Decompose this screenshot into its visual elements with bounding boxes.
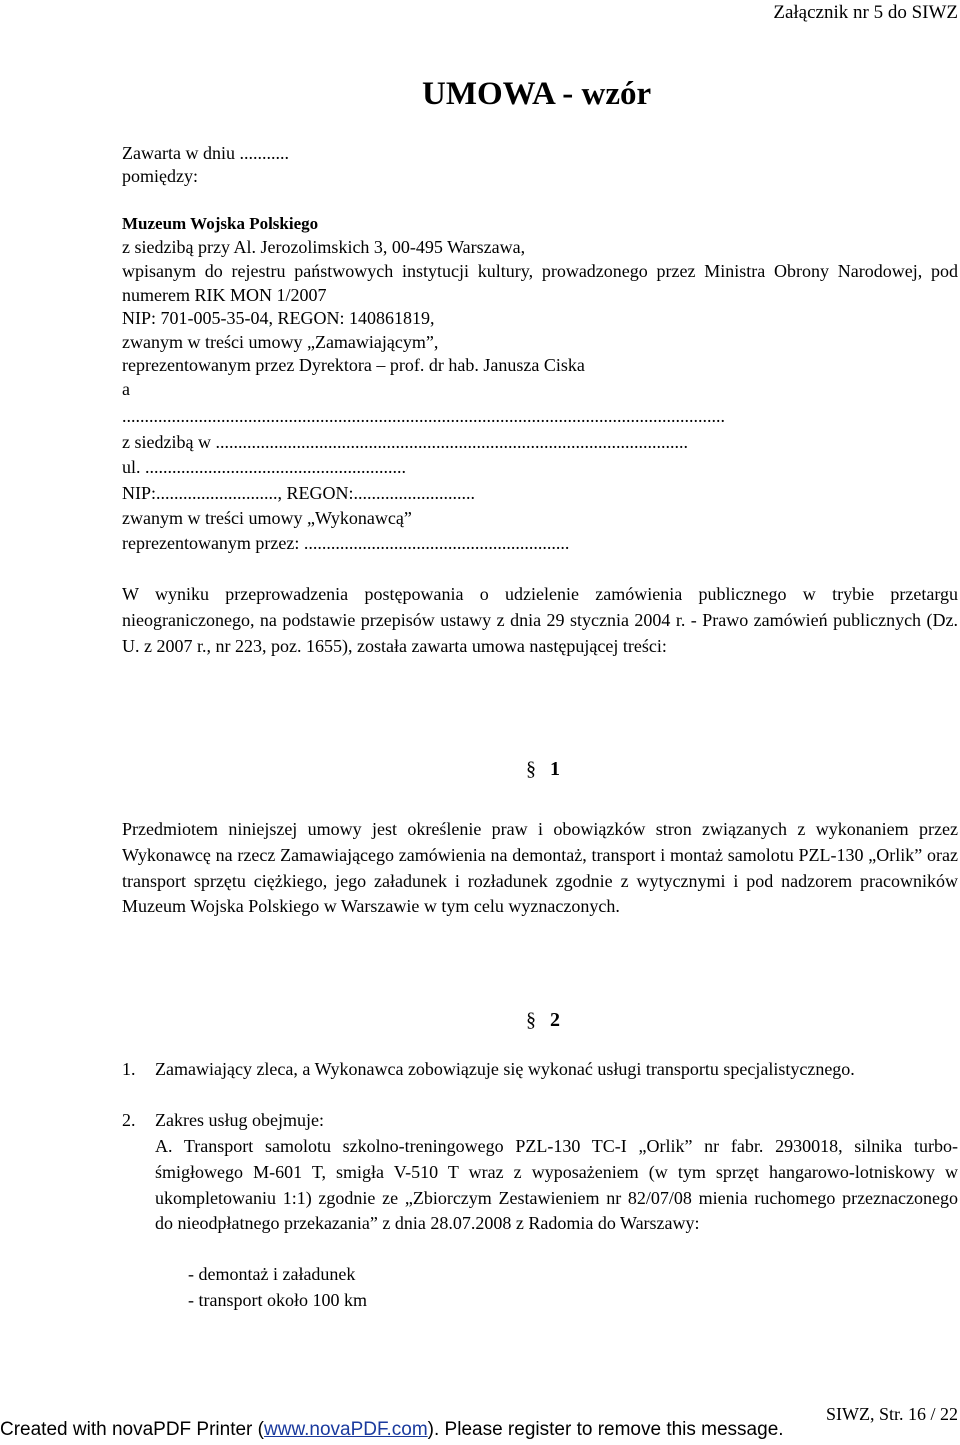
preamble: W wyniku przeprowadzenia postępowania o udzielenie zamówienia publicznego w trybie przetargu nieograniczonego, na podstawie przepisów ustawy z dnia 29 stycznia 2004 r. - Prawo zamówień publicznych (Dz. U. z 2007 r., nr 223, poz. 1655), została zawarta umowa następującej treści: [122,584,958,656]
section-sign: § [526,1009,536,1031]
section1-text: Przedmiotem niniejszej umowy jest określenie praw i obowiązków stron związanych z wykonaniem przez Wykonawcę na rzecz Zamawiającego zamówienia na demontaż, transport i montaż samolotu PZL-130 „Orlik” oraz transport sprzętu ciężkiego, jego załadunek i rozładunek zgodnie z wytycznymi i pod nadzorem pracowników Muzeum Wojska Polskiego w Warszawie w tym celu wyznaczonych. [122,819,958,917]
date-line: Zawarta w dniu ........... [122,143,289,163]
party2-called: zwanym w treści umowy „Wykonawcą” [122,508,412,528]
novapdf-link[interactable]: www.novaPDF.com [264,1419,428,1440]
section1-number: 1 [550,758,560,780]
item2-text: Zakres usług obejmuje: [155,1110,324,1130]
novapdf-notice [0,1419,784,1441]
party1-register: wpisanym do rejestru państwowych instytucji kultury, prowadzonego przez Ministra Obrony Narodowej, pod numerem RIK MON 1/2007 [122,261,958,305]
party2-ids: NIP:..........................., REGON:........................... [122,483,476,503]
section2-heading [526,1009,560,1032]
party2-seat: z siedzibą w ......................................................................................................... [122,432,688,452]
party1-ids: NIP: 701-005-35-04, REGON: 140861819, [122,308,435,328]
dash-item-dismantling: - demontaż i załadunek [188,1264,356,1284]
notice-prefix: Created with novaPDF Printer ( [0,1419,264,1440]
party2-blank: ...................................................................................................................................... [122,406,725,426]
section-sign: § [526,758,536,780]
itemA-text: A. Transport samolotu szkolno-treningowego PZL-130 TC-I „Orlik” nr fabr. 2930018, silnika turbo-śmigłowego M-601 T, smigła V-510 T wraz z wyposażeniem (w tym sprzęt hangarowo-lotniskowy w ukompletowaniu 1:1) zgodnie ze „Zbiorczym Zestawieniem nr 82/07/08 mienia ruchomego przeznaczonego do nieodpłatnego przekazania” z dnia 28.07.2008 z Radomia do Warszawy: [155,1136,958,1234]
section2-number: 2 [550,1009,560,1031]
party1-name: Muzeum Wojska Polskiego [122,214,319,233]
item1-number: 1. [122,1059,136,1079]
party-and: a [122,379,130,399]
party2-represented: reprezentowanym przez: ........................................................... [122,533,570,553]
document-title: UMOWA - wzór [422,76,652,112]
item2-number: 2. [122,1110,136,1130]
party2-street: ul. .......................................................... [122,457,407,477]
page-number: SIWZ, Str. 16 / 22 [825,1404,958,1424]
dash-item-transport: - transport około 100 km [188,1290,367,1310]
between-label: pomiędzy: [122,166,198,186]
annex-header: Załącznik nr 5 do SIWZ [773,2,958,23]
party1-called: zwanym w treści umowy „Zamawiającym”, [122,332,439,352]
section1-heading [526,758,560,781]
notice-suffix: ). Please register to remove this message. [427,1419,784,1440]
item1-text: Zamawiający zleca, a Wykonawca zobowiązuje się wykonać usługi transportu specjalistycznego. [155,1059,855,1079]
party1-seat: z siedzibą przy Al. Jerozolimskich 3, 00-495 Warszawa, [122,237,526,257]
party1-represented: reprezentowanym przez Dyrektora – prof. dr hab. Janusza Ciska [122,355,585,375]
